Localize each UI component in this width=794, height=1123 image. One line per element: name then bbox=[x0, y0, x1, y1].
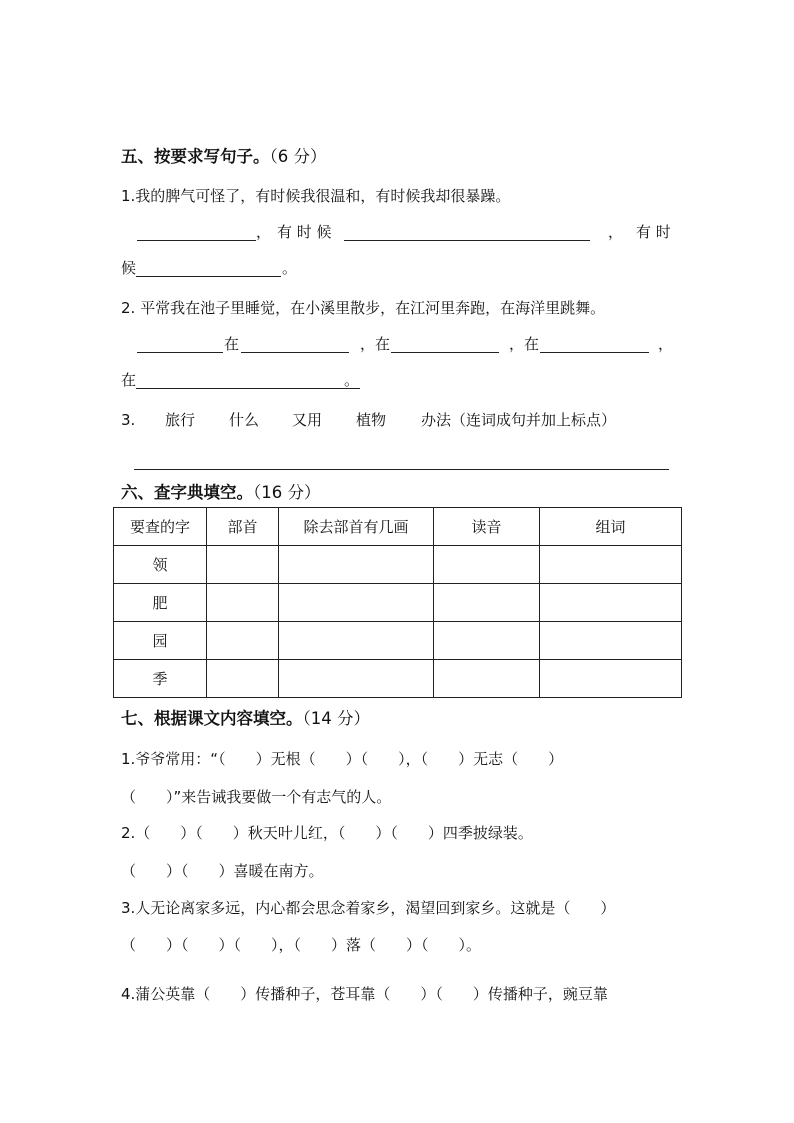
q5-1-comma-2: ， bbox=[608, 223, 624, 241]
words-cell[interactable] bbox=[540, 660, 682, 698]
q7-1-line-1: 1.爷爷常用：“（ ）无根（ ）（ ），（ ）无志（ ） bbox=[121, 750, 564, 768]
q7-3-line-2: （ ）（ ）（ ），（ ）落（ ）（ ）。 bbox=[121, 936, 482, 954]
header-words: 组词 bbox=[540, 508, 682, 546]
words-cell[interactable] bbox=[540, 622, 682, 660]
q5-2-comma: ， bbox=[658, 335, 674, 353]
section5-score: （6 分） bbox=[269, 147, 327, 166]
q5-1-youshi: 有 时 bbox=[636, 223, 671, 241]
q7-2-line-2: （ ）（ ）喜暖在南方。 bbox=[121, 862, 324, 880]
header-strokes: 除去部首有几画 bbox=[279, 508, 434, 546]
section7-heading bbox=[121, 709, 370, 729]
section6-score: （16 分） bbox=[253, 483, 321, 502]
section6-title: 六、查字典填空。 bbox=[121, 483, 253, 502]
q5-3-word-4: 植物 bbox=[356, 411, 387, 429]
radical-cell[interactable] bbox=[207, 546, 279, 584]
char-cell: 肥 bbox=[114, 584, 207, 622]
q5-2-blank-4[interactable] bbox=[540, 352, 649, 353]
strokes-cell[interactable] bbox=[279, 584, 434, 622]
words-cell[interactable] bbox=[540, 546, 682, 584]
section5-heading bbox=[121, 147, 327, 167]
char-cell: 领 bbox=[114, 546, 207, 584]
q5-1-blank-3[interactable] bbox=[136, 276, 281, 277]
q5-1-blank-1[interactable] bbox=[137, 240, 256, 241]
q7-4-line-1: 4.蒲公英靠（ ）传播种子，苍耳靠（ ）（ ）传播种子，豌豆靠 bbox=[121, 985, 608, 1003]
q5-2-blank-2[interactable] bbox=[241, 352, 349, 353]
header-radical: 部首 bbox=[207, 508, 279, 546]
table-row bbox=[114, 660, 682, 698]
header-char: 要查的字 bbox=[114, 508, 207, 546]
q5-3-word-3: 又用 bbox=[292, 411, 323, 429]
radical-cell[interactable] bbox=[207, 660, 279, 698]
table-row bbox=[114, 584, 682, 622]
pronunciation-cell[interactable] bbox=[434, 660, 540, 698]
q5-3-answer-line[interactable] bbox=[134, 469, 669, 470]
radical-cell[interactable] bbox=[207, 584, 279, 622]
pronunciation-cell[interactable] bbox=[434, 584, 540, 622]
q5-1-youshihou: 有 时 候 bbox=[277, 223, 332, 241]
q5-2-zai-2: ，在 bbox=[360, 335, 391, 353]
strokes-cell[interactable] bbox=[279, 660, 434, 698]
table-row bbox=[114, 546, 682, 584]
q5-2-prompt: 2. 平常我在池子里睡觉，在小溪里散步，在江河里奔跑，在海洋里跳舞。 bbox=[121, 299, 606, 317]
char-cell: 园 bbox=[114, 622, 207, 660]
q5-2-blank-1[interactable] bbox=[137, 352, 223, 353]
strokes-cell[interactable] bbox=[279, 622, 434, 660]
q5-3-word-2: 什么 bbox=[229, 411, 260, 429]
q7-1-line-2: （ ）”来告诫我要做一个有志气的人。 bbox=[121, 788, 392, 806]
q5-1-comma-1: ， bbox=[256, 223, 272, 241]
char-cell: 季 bbox=[114, 660, 207, 698]
table-row bbox=[114, 622, 682, 660]
q5-2-end: 。 bbox=[344, 371, 360, 389]
q5-2-blank-3[interactable] bbox=[391, 352, 499, 353]
q5-3-num: 3. bbox=[121, 411, 136, 429]
section5-title: 五、按要求写句子。 bbox=[121, 147, 270, 166]
q5-1-blank-2[interactable] bbox=[344, 240, 590, 241]
q5-1-hou: 候 bbox=[121, 259, 137, 277]
dictionary-table bbox=[113, 507, 682, 698]
q5-3-word-5: 办法（连词成句并加上标点） bbox=[421, 411, 617, 429]
strokes-cell[interactable] bbox=[279, 546, 434, 584]
radical-cell[interactable] bbox=[207, 622, 279, 660]
section7-score: （14 分） bbox=[302, 709, 370, 728]
section7-title: 七、根据课文内容填空。 bbox=[121, 709, 303, 728]
pronunciation-cell[interactable] bbox=[434, 546, 540, 584]
pronunciation-cell[interactable] bbox=[434, 622, 540, 660]
q5-2-blank-5[interactable] bbox=[136, 388, 360, 389]
table-header-row bbox=[114, 508, 682, 546]
q5-2-zai-4: 在 bbox=[121, 371, 137, 389]
q5-1-end: 。 bbox=[282, 259, 298, 277]
q5-1-prompt: 1.我的脾气可怪了，有时候我很温和，有时候我却很暴躁。 bbox=[121, 187, 511, 205]
words-cell[interactable] bbox=[540, 584, 682, 622]
header-pronunciation: 读音 bbox=[434, 508, 540, 546]
q5-3-word-1: 旅行 bbox=[165, 411, 196, 429]
q5-2-zai-1: 在 bbox=[224, 335, 240, 353]
q5-2-zai-3: ，在 bbox=[509, 335, 540, 353]
q7-3-line-1: 3.人无论离家多远，内心都会思念着家乡，渴望回到家乡。这就是（ ） bbox=[121, 899, 616, 917]
section6-heading bbox=[121, 483, 321, 503]
q7-2-line-1: 2.（ ）（ ）秋天叶儿红，（ ）（ ）四季披绿装。 bbox=[121, 824, 533, 842]
